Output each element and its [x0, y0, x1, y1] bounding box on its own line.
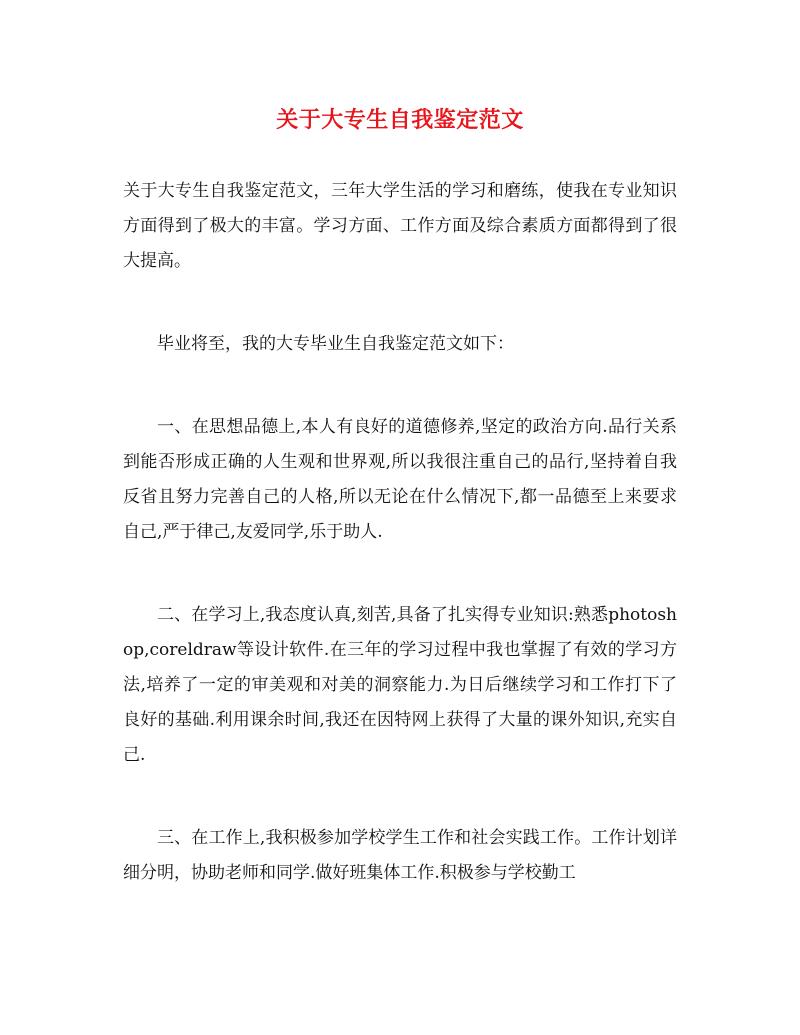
- document-body: [123, 174, 677, 891]
- document-title: 关于大专生自我鉴定范文: [276, 107, 524, 133]
- paragraph-study: 二、在学习上,我态度认真,刻苦,具备了扎实得专业知识:熟悉photoshop,coreldraw等设计软件.在三年的学习过程中我也掌握了有效的学习方法,培养了一定的审美观和对美的洞察能力.为日后继续学习和工作打下了良好的基础.利用课余时间,我还在因特网上获得了大量的课外知识,充实自己.: [123, 605, 677, 765]
- paragraph-lead-in: 毕业将至，我的大专毕业生自我鉴定范文如下：: [157, 334, 514, 354]
- paragraph-moral-character: 一、在思想品德上,本人有良好的道德修养,坚定的政治方向.品行关系到能否形成正确的人生观和世界观,所以我很注重自己的品行,坚持着自我反省且努力完善自己的人格,所以无论在什么情况下,都一品德至上来要求自己,严于律己,友爱同学,乐于助人.: [123, 417, 677, 542]
- paragraph-work: 三、在工作上,我积极参加学校学生工作和社会实践工作。工作计划详细分明，协助老师和同学.做好班集体工作.积极参与学校勤工: [123, 828, 677, 883]
- paragraph-intro: 关于大专生自我鉴定范文，三年大学生活的学习和磨练，使我在专业知识方面得到了极大的丰富。学习方面、工作方面及综合素质方面都得到了很大提高。: [123, 181, 677, 271]
